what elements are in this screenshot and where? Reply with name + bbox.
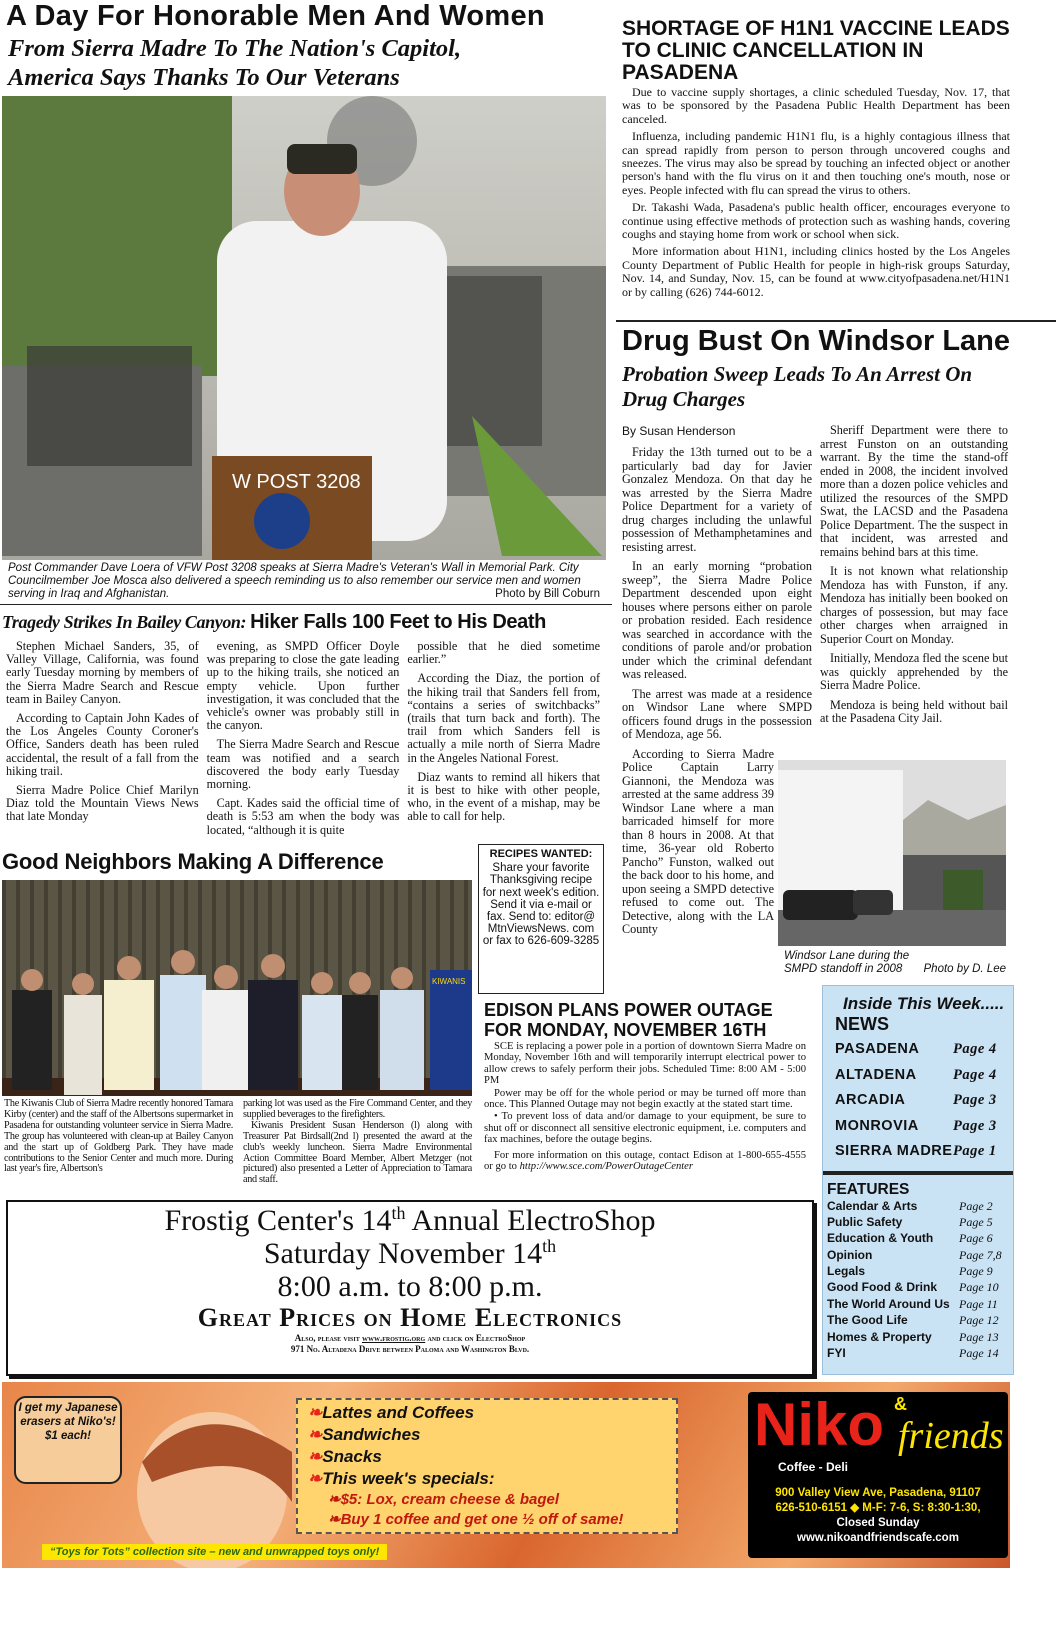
toc-section: The Good Life [827,1313,908,1328]
toc-section: Education & Youth [827,1231,934,1246]
hiker-title: Hiker Falls 100 Feet to His Death [250,611,546,633]
text: th [391,1203,406,1223]
niko-closed: Closed Sunday [836,1517,920,1529]
drug-byline: By Susan Henderson [622,424,736,438]
recipes-wanted-box [478,844,604,994]
bullet-icon: ❧ [308,1447,323,1466]
h1n1-body [622,86,1010,299]
toc-item [827,1264,1013,1280]
toc-page: Page 10 [959,1280,999,1295]
paragraph: The Sierra Madre Search and Rescue team was notified and a search discovered the body early Tuesday morning. [206,737,400,792]
hiker-headline [2,610,606,636]
toc-page: Page 9 [959,1264,993,1279]
logo-friends: friends [898,1415,1004,1457]
h1n1-headline: SHORTAGE OF H1N1 VACCINE LEADS TO CLINIC CANCELLATION IN PASADENA [622,17,1010,84]
toc-item [827,1231,1013,1247]
niko-logo-panel [748,1392,1008,1558]
toc-item [835,1067,1013,1093]
ad-line3: 8:00 a.m. to 8:00 p.m. [277,1270,543,1303]
logo-niko: Niko [754,1391,885,1458]
caption-text: Windsor Lane during the SMPD standoff in 2008 [784,950,910,975]
text: Frostig Center's 14 [164,1204,392,1237]
paragraph: Capt. Kades said the official time of death is 5:53 am when the body was located, “although it is quite [206,796,400,837]
bullet-icon: ❧ [308,1403,323,1422]
edison-article [484,1000,806,1172]
paragraph: Mendoza is being held without bail at the Pasadena City Jail. [820,697,1008,725]
kiwanis-banner: KIWANIS [432,977,466,986]
drug-header [622,324,1012,412]
caption-col1: The Kiwanis Club of Sierra Madre recently honored Tamara Kirby (center) and the staff of the Albertsons supermarket in Pasadena for outstanding volunteer service in Sierra Madre. The group has volunteered with clean-up at Bailey Canyon and the start up of Goldberg Park. They have made contributions to the Senior Center and much more. During last year's fire, Albertson's [4,1098,233,1175]
toc-item [827,1346,1013,1362]
toc-page: Page 5 [959,1214,993,1229]
toc-item [835,1041,1013,1067]
hiker-article [2,610,606,843]
toc-item [835,1143,1013,1169]
ad-line5 [8,1333,812,1344]
toc-page: Page 3 [953,1117,997,1134]
subhead-line: America Says Thanks To Our Veterans [8,64,400,91]
toc-section: FYI [827,1346,846,1361]
coupon-items [308,1402,666,1530]
toc-page: Page 6 [959,1231,993,1246]
ad-line2 [8,1237,812,1270]
paragraph: Sierra Madre Police Chief Marilyn Diaz told the Mountain Views News that late Monday [6,783,199,824]
toc-item [835,1118,1013,1144]
item-text: Buy 1 coffee and get one ½ off of same! [340,1511,624,1528]
toc-section: ALTADENA [835,1066,917,1083]
logo-sub: Coffee - Deli [778,1460,849,1474]
paragraph: Friday the 13th turned out to be a particularly bad day for Javier Gonzalez Mendoza. On that day he was arrested by the Sierra Madre Police Department for a variety of drug charges including the unlawful possession of Methamphetamines and resisting arrest. [622,445,812,554]
special-item [308,1490,666,1510]
toc-page: Page 4 [953,1066,997,1083]
coupon-box [296,1398,678,1534]
toc-page: Page 3 [953,1092,997,1108]
text: Saturday November 14 [263,1237,543,1270]
photo-credit: Photo by Bill Coburn [495,588,600,600]
toc-item [827,1330,1013,1346]
toc-item [827,1280,1013,1296]
hiker-body [6,640,600,843]
paragraph: Due to vaccine supply shortages, a clinic scheduled Tuesday, Nov. 17, that was to be sponsored by the Pasadena Public Health Department has been canceled. [622,85,1010,126]
toc-section: Legals [827,1264,866,1279]
toc-item [827,1297,1013,1313]
neighbors-caption [4,1099,472,1186]
bullet-icon: ❧ [328,1491,341,1508]
subhead-line: From Sierra Madre To The Nation's Capitol, [8,35,462,62]
text: Annual ElectroShop [405,1204,656,1237]
paragraph: In an early morning “probation sweep”, the Sierra Madre Police Department descended upon eight houses where persons either on parole or probation resided. Each residence was searched in accordance with the conditions of parole and/or probation under which the criminal defendant was released. [622,559,812,681]
item-text: Lattes and Coffees [322,1403,475,1422]
item-text: Sandwiches [322,1425,421,1444]
frostig-electroshop-ad [6,1200,814,1376]
speech-bubble: I get my Japanese erasers at Niko's! $1 each! [14,1396,122,1484]
paragraph: According to Captain John Kades of the Los Angeles County Coroner's Office, Sanders death has been ruled accidental, the result of a fall from the hiking trail. [6,711,199,778]
paragraph: Stephen Michael Sanders, 35, of Valley Village, California, was found early Tuesday morning by members of the Sierra Madre Search and Rescue team in Bailey Canyon. [6,639,199,706]
bullet-icon: ❧ [308,1469,323,1488]
toc-item [827,1248,1013,1264]
toc-item [835,1092,1013,1118]
text: and click on ElectroShop [425,1333,526,1343]
item-text: This week's specials: [322,1469,495,1488]
paragraph: According the Diaz, the portion of the hiking trail that Sanders fell from, “contains a series of switchbacks” (trails that turn back and forth). The trail from which Sanders fell is actually a mile north of Sierra Madre in the Angeles National Forest. [407,671,601,765]
special-item [308,1510,666,1530]
toys-for-tots-banner: “Toys for Tots” collection site – new and unwrapped toys only! [42,1544,387,1560]
item-text: Snacks [322,1447,382,1466]
paragraph: Sheriff Department were there to arrest Funston on an outstanding warrant. By the time the stand-off ended in 2008, the incident involved more than a dozen police vehicles and utilized the resources of the SMPD Swat, the LACSD and the Pasadena Police Department. The the suspect in that incident, was arrested and remains behind bars at this time. [820,423,1008,559]
recipes-body: Share your favorite Thanksgiving recipe for next week's edition. Send it via e-mail or fax. Send to: editor@ MtnViewsNews. com or fax to 626-609-3285 [482,862,600,948]
paragraph: According to Sierra Madre Police Captain Larry Giannoni, the Mendoza was arrested at the same address 39 Windsor Lane where a man barricaded himself for more than 8 hours in 2008. At that time, 36-year old Roberto Pancho” Funston, walked out the back door to his home, and upon seeing a SMPD detective refused to come out. The Detective, along with the LA County [622,746,774,936]
paragraph: • To prevent loss of data and/or damage to your equipment, be sure to shut off or disconnect all sensitive electronic equipment, i.e. computers and fax machines, before the outage begins. [484,1111,806,1146]
paragraph: Dr. Takashi Wada, Pasadena's public health officer, encourages everyone to continue using effective methods of protection such as washing hands, covering coughs and staying home from work or school when sick. [622,200,1010,242]
windsor-caption [784,950,1008,978]
drug-subhead: Probation Sweep Leads To An Arrest On Drug Charges [622,362,973,411]
toc-item [827,1199,1013,1215]
niko-hours: 626-510-6151 ◆ M-F: 7-6, S: 8:30-1:30, [775,1502,981,1514]
toc-section: The World Around Us [827,1296,950,1311]
ad-line1 [8,1204,812,1237]
toc-page: Page 12 [959,1313,999,1328]
bullet-icon: ❧ [328,1511,341,1528]
paragraph: Influenza, including pandemic H1N1 flu, is a highly contagious illness that can spread rapidly from person to person through uncovered coughs and sneezes. The virus may also be spread by touching an infected object or another person's hand with the flu virus on it and then touching one's mouth, nose or eyes. People infected with flu can spread the virus to others. [622,129,1010,197]
paragraph: It is not known what relationship Mendoza has with Funston, if any. Mendoza has initially been booked on charges of possession, but may face other charges when arraigned in Superior Court on Monday. [820,564,1008,646]
toc-section: MONROVIA [835,1117,919,1134]
features-list [823,1199,1013,1363]
caption-col2b: Kiwanis President Susan Henderson (l) along with Treasurer Pat Birdsall(2nd l) presented the award at the club's weekly luncheon. Sierra Madre Environmental Action Committee Board Member, Albert Metzger (not pictured) also presented a Letter of Appreciation to Tamara and staff. [243,1119,472,1186]
niko-website[interactable]: www.nikoandfriendscafe.com [797,1532,959,1544]
toc-section: Public Safety [827,1214,903,1229]
features-label: FEATURES [827,1180,910,1198]
bullet-icon: ❧ [308,1425,323,1444]
veterans-subhead [8,34,461,92]
caption-col2a: parking lot was used as the Fire Command Center, and they supplied beverages to the firefighters. [243,1098,472,1120]
photo-credit: Photo by D. Lee [923,963,1006,975]
toc-section: Calendar & Arts [827,1198,918,1213]
podium-sign: W POST 3208 [232,471,361,493]
logo-amp: & [894,1394,907,1414]
toc-page: Page 13 [959,1329,999,1344]
toc-page: Page 2 [959,1198,993,1213]
edison-link[interactable]: http://www.sce.com/PowerOutageCenter [519,1161,694,1173]
toc-page: Page 1 [953,1143,997,1159]
drug-col2 [820,424,1008,732]
niko-address: 900 Valley View Ave, Pasadena, 91107 [775,1487,981,1499]
toc-page: Page 4 [953,1041,997,1057]
windsor-lane-photo [778,760,1006,946]
ad-line4: Great Prices on Home Electronics [197,1303,623,1332]
paragraph: The arrest was made at a residence on Windsor Lane where SMPD officers found drugs in the possession of Mendoza, age 56. [622,686,812,741]
toc-item [827,1215,1013,1231]
coupon-item [308,1402,666,1424]
veteran-speaker-photo [2,96,606,560]
news-list [823,1035,1013,1169]
caption-text: Post Commander Dave Loera of VFW Post 3208 speaks at Sierra Madre's Veteran's Wall in Memorial Park. City Councilmember Joe Mosca also delivered a speech reminding us to also remember our service men and women serving in Iraq and Afghanistan. [8,562,581,600]
neighbors-headline: Good Neighbors Making A Difference [2,849,384,874]
toc-section: Opinion [827,1247,873,1262]
toc-page: Page 7,8 [959,1247,1002,1262]
coupon-item [308,1424,666,1446]
text: th [542,1236,557,1256]
text: Also, please visit [294,1333,362,1343]
toc-section: SIERRA MADRE [835,1143,953,1159]
h1n1-article [622,18,1010,299]
paragraph: SCE is replacing a power pole in a portion of downtown Sierra Madre on Monday, November 16th and will temporarily interrupt electrical power to allow crews to safely perform their jobs. Scheduled Time: 8:00 AM - 5:00 PM [484,1041,806,1087]
coupon-item [308,1446,666,1468]
paragraph: Initially, Mendoza fled the scene but was quickly apprehended by the Sierra Madre Police. [820,651,1008,692]
paragraph: evening, as SMPD Officer Doyle was preparing to close the gate leading up to the hiking trails, she noticed an empty vehicle. Upon further investigation, it was concluded that the vehicle's owner was probably still in the canyon. [206,639,400,733]
divider [823,1171,1013,1175]
toc-section: ARCADIA [835,1092,906,1108]
news-label: NEWS [835,1014,889,1034]
paragraph: Power may be off for the whole period or may be turned off more than once. This Planned Outage may not begin exactly at the stated start time. [484,1087,806,1111]
toc-page: Page 14 [959,1346,999,1361]
kiwanis-group-photo [2,880,472,1096]
toc-item [827,1313,1013,1329]
niko-and-friends-ad [2,1382,1010,1568]
inside-title: Inside This Week..... [843,994,1005,1013]
toc-page: Page 11 [959,1296,998,1311]
veterans-headline: A Day For Honorable Men And Women [6,0,545,32]
paragraph: Diaz wants to remind all hikers that it is best to hike with other people, who, in the event of a mishap, may be able to call for help. [407,769,601,824]
item-text: $5: Lox, cream cheese & bagel [340,1491,560,1508]
edison-headline: EDISON PLANS POWER OUTAGE FOR MONDAY, NOVEMBER 16TH [484,1000,773,1040]
veterans-caption [8,562,600,601]
paragraph: More information about H1N1, including clinics hosted by the Los Angeles County Department of Public Health for people in high-risk groups Saturday, Nov. 14, and Sunday, Nov. 15, can be found at www.cityofpasadena.net/H1N1 or by calling (626) 744-6012. [622,244,1010,299]
toc-section: Good Food & Drink [827,1280,937,1295]
drug-headline: Drug Bust On Windsor Lane [622,325,1011,357]
frostig-link[interactable]: www.frostig.org [362,1333,426,1343]
toc-section: PASADENA [835,1041,920,1057]
coupon-item [308,1468,666,1490]
toc-section: Homes & Property [827,1329,932,1344]
ad-line6: 971 No. Altadena Drive between Paloma and Washington Blvd. [290,1344,530,1354]
edison-contact: For more information on this outage, contact Edison at 1-800-655-4555 or go to [484,1149,806,1173]
hiker-kicker: Tragedy Strikes In Bailey Canyon: [2,612,247,632]
paragraph [484,1150,806,1173]
recipes-title: RECIPES WANTED: [489,848,593,860]
edison-body [484,1041,806,1172]
niko-logo [748,1392,1008,1478]
inside-this-week-sidebar [822,985,1014,1375]
paragraph: possible that he died sometime earlier.” [407,639,601,667]
